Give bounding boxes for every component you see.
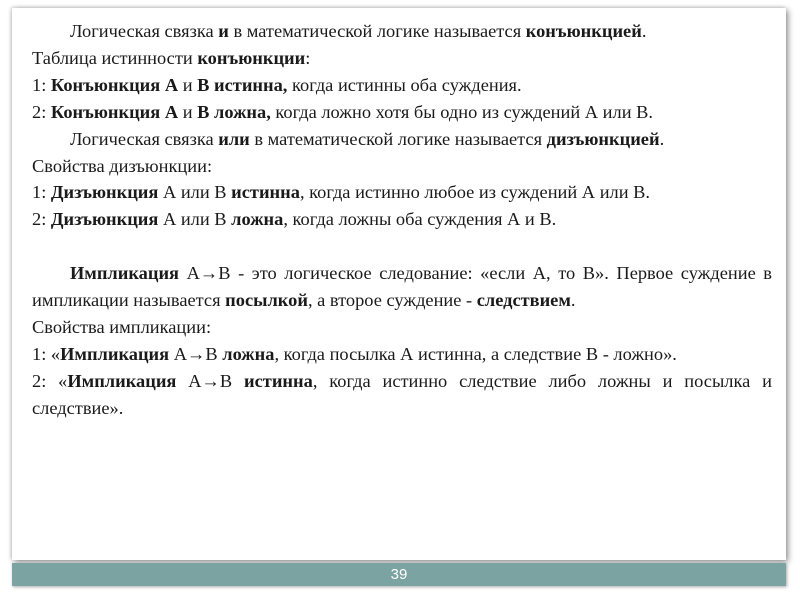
text-segment: А→В xyxy=(169,343,223,364)
bold-term: Конъюнкция А xyxy=(50,101,179,122)
bold-term: дизъюнкцией xyxy=(546,128,660,149)
text-segment: . xyxy=(659,128,665,149)
text-segment: 1: « xyxy=(32,343,61,364)
text-segment: , а второе суждение - xyxy=(307,290,477,311)
text-segment: 2: « xyxy=(32,370,68,391)
slide-content xyxy=(32,18,772,422)
text-segment: в математической логике называется xyxy=(249,128,547,149)
text-segment: 1: xyxy=(32,182,51,203)
blank-line xyxy=(32,233,772,260)
bold-term: истинна xyxy=(244,370,313,391)
text-segment: Логическая связка xyxy=(70,128,219,149)
bold-term: истинна xyxy=(231,182,300,203)
bold-term: конъюнкции xyxy=(197,47,306,68)
bold-term: посылкой xyxy=(225,290,308,311)
text-segment: Таблица истинности xyxy=(32,47,198,68)
text-segment: А→В - это логическое следование: «если А, то В». Первое суждение в импликации называется xyxy=(32,263,772,311)
bold-term: ложна xyxy=(231,209,284,230)
paragraph-implication-rule-1 xyxy=(32,341,772,368)
paragraph-implication-rule-2 xyxy=(32,368,772,422)
paragraph-conjunction-rule-2 xyxy=(32,99,772,126)
bold-term: В истинна, xyxy=(197,74,288,95)
bold-term: Дизъюнкция xyxy=(50,182,159,203)
text-segment: Логическая связка xyxy=(70,21,219,41)
text-segment: , когда посылка А истинна, а следствие В - ложно». xyxy=(274,343,677,364)
bold-term: конъюнкцией xyxy=(525,21,642,41)
footer-bar xyxy=(12,563,786,586)
text-segment: А→В xyxy=(176,370,245,391)
text-segment: Свойства дизъюнкции: xyxy=(32,155,213,176)
bold-term: следствием xyxy=(476,290,571,311)
paragraph-implication-properties-heading xyxy=(32,314,772,341)
page-number: 39 xyxy=(390,566,408,583)
paragraph-disjunction-rule-2 xyxy=(32,206,772,233)
text-segment: когда ложно хотя бы одно из суждений А или В. xyxy=(270,101,653,122)
bold-term: ложна xyxy=(222,343,275,364)
paragraph-disjunction-properties-heading xyxy=(32,153,772,180)
bold-term: Импликация xyxy=(70,263,179,284)
paragraph-conjunction-definition xyxy=(32,18,772,45)
text-segment: , когда истинно следствие либо ложны и посылка и следствие». xyxy=(32,370,773,418)
bold-term: Импликация xyxy=(60,343,170,364)
bold-term: или xyxy=(218,128,250,149)
paragraph-implication-definition xyxy=(32,260,772,314)
text-segment: в математической логике называется xyxy=(228,21,526,41)
text-segment: , когда истинно любое из суждений А или В. xyxy=(299,182,651,203)
paragraph-disjunction-definition xyxy=(32,126,772,153)
paragraph-conjunction-table-heading xyxy=(32,45,772,72)
text-segment: А или В xyxy=(158,209,232,230)
paragraph-disjunction-rule-1 xyxy=(32,179,772,206)
text-segment: 1: xyxy=(32,74,51,95)
text-segment: и xyxy=(178,101,198,122)
text-segment: , когда ложны оба суждения А и В. xyxy=(283,209,557,230)
text-segment: Свойства импликации: xyxy=(32,316,212,337)
text-segment: 2: xyxy=(32,101,51,122)
paragraph-conjunction-rule-1 xyxy=(32,72,772,99)
bold-term: Конъюнкция А xyxy=(50,74,179,95)
slide xyxy=(12,8,786,560)
text-segment: . xyxy=(641,21,647,41)
bold-term: Дизъюнкция xyxy=(50,209,159,230)
text-segment: когда истинны оба суждения. xyxy=(287,74,522,95)
text-segment: А или В xyxy=(158,182,232,203)
text-segment: и xyxy=(178,74,198,95)
bold-term: и xyxy=(218,21,229,41)
bold-term: В ложна, xyxy=(197,101,271,122)
text-segment: . xyxy=(570,290,576,311)
bold-term: Импликация xyxy=(67,370,177,391)
text-segment: : xyxy=(305,47,311,68)
text-segment: 2: xyxy=(32,209,51,230)
